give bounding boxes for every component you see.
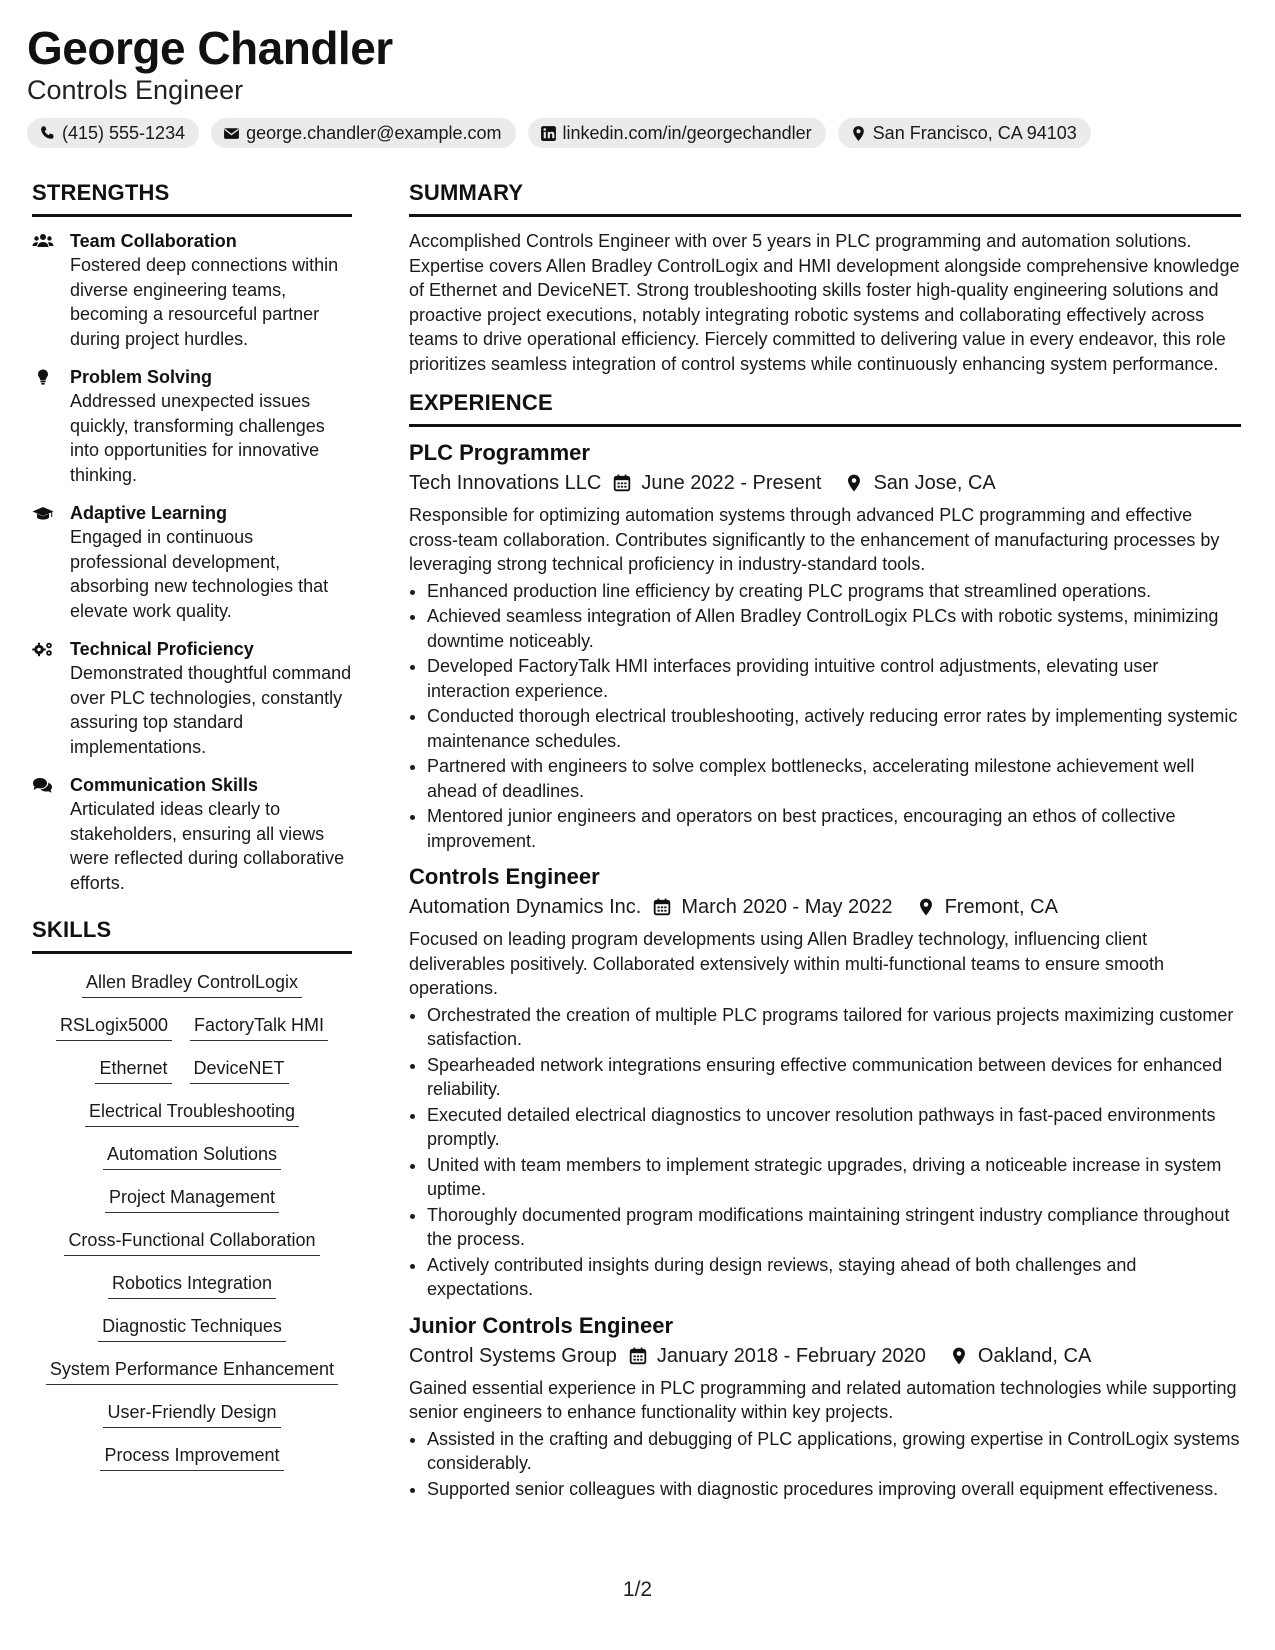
strengths-heading: STRENGTHS	[32, 180, 352, 217]
strength-item	[32, 501, 352, 623]
phone-text: (415) 555-1234	[62, 123, 186, 143]
map-pin-icon	[950, 1347, 968, 1365]
location-chip[interactable]	[838, 118, 1091, 148]
bullet-item: • Executed detailed electrical diagnostics to uncover resolution pathways in fast-paced environments promptly.	[427, 1103, 1241, 1152]
job-bullets	[409, 1003, 1241, 1302]
skill-tag: Diagnostic Techniques	[98, 1314, 286, 1342]
calendar-icon	[629, 1347, 647, 1365]
skill-row	[32, 1400, 352, 1428]
phone-chip[interactable]	[27, 118, 199, 148]
job-meta	[409, 1342, 1241, 1370]
gears-icon	[32, 640, 54, 658]
skill-row	[32, 1443, 352, 1471]
skill-tag: Allen Bradley ControlLogix	[82, 970, 302, 998]
strength-desc: Engaged in continuous professional development, absorbing new technologies that elevate work quality.	[70, 527, 329, 621]
bullet-item: • Orchestrated the creation of multiple PLC programs tailored for various projects maximizing customer satisfaction.	[427, 1003, 1241, 1052]
skill-tag: Project Management	[105, 1185, 279, 1213]
job-description: Responsible for optimizing automation systems through advanced PLC programming and effective cross-team collaboration. Contributes significantly to the enhancement of manufacturing processes by leveraging strong technical proficiency in industry-standard tools.	[409, 505, 1220, 574]
skill-tag: Process Improvement	[100, 1443, 283, 1471]
calendar-icon	[613, 474, 631, 492]
users-icon	[32, 232, 54, 250]
skill-tag: Cross-Functional Collaboration	[64, 1228, 319, 1256]
email-text: george.chandler@example.com	[246, 123, 502, 143]
bullet-item: • Conducted thorough electrical troubleshooting, actively reducing error rates by implementing systemic maintenance schedules.	[427, 704, 1241, 753]
job-description: Focused on leading program developments using Allen Bradley technology, influencing client deliverables positively. Collaborated extensively within multi-functional teams to ensure smooth operations.	[409, 929, 1165, 998]
skill-tag: Automation Solutions	[103, 1142, 281, 1170]
candidate-name: George Chandler	[27, 22, 393, 74]
bullet-item: • Thoroughly documented program modifications maintaining stringent industry compliance throughout the process.	[427, 1203, 1241, 1252]
job-title: PLC Programmer	[409, 440, 590, 465]
job-meta	[409, 469, 1241, 497]
job-title: Controls Engineer	[409, 864, 600, 889]
strength-item	[32, 365, 352, 487]
linkedin-icon	[540, 125, 557, 142]
comments-icon	[32, 776, 54, 794]
summary-text: Accomplished Controls Engineer with over 5 years in PLC programming and automation solutions. Expertise covers Allen Bradley ControlLogix and HMI development alongside comprehensive knowledge of Ethernet and DeviceNET. Strong troubleshooting skills foster high-quality engineering solutions and proactive project executions, notably integrating robotic systems and collaborating effectively across teams to drive operational efficiency. Fiercely committed to delivering value in every endeavor, this role prioritizes seamless integration of control systems while continuously enhancing system performance.	[409, 231, 1240, 374]
calendar-icon	[653, 898, 671, 916]
bullet-item: • Supported senior colleagues with diagnostic procedures improving overall equipment effectiveness.	[427, 1477, 1241, 1502]
contact-bar	[27, 118, 1248, 148]
strength-title: Adaptive Learning	[70, 503, 228, 523]
skill-tag: Ethernet	[95, 1056, 171, 1084]
linkedin-text: linkedin.com/in/georgechandler	[562, 123, 812, 143]
skills-list	[32, 966, 352, 1471]
strength-item	[32, 637, 352, 759]
envelope-icon	[223, 125, 240, 142]
job-meta	[409, 893, 1241, 921]
bullet-item: • United with team members to implement strategic upgrades, driving a noticeable increase in system uptime.	[427, 1153, 1241, 1202]
email-chip[interactable]	[211, 118, 515, 148]
skill-tag: FactoryTalk HMI	[190, 1013, 328, 1041]
location-text: San Francisco, CA 94103	[872, 123, 1077, 143]
graduation-cap-icon	[32, 504, 54, 522]
job-dates: January 2018 - February 2020	[656, 1344, 926, 1367]
job-description: Gained essential experience in PLC programming and related automation technologies while supporting senior engineers to enhance functionality within key projects.	[409, 1377, 1237, 1422]
strength-item	[32, 229, 352, 351]
skill-row	[32, 1314, 352, 1342]
skill-tag: DeviceNET	[190, 1056, 289, 1084]
bullet-item: • Mentored junior engineers and operators on best practices, encouraging an ethos of collective improvement.	[427, 804, 1241, 853]
bullet-item: • Enhanced production line efficiency by creating PLC programs that streamlined operations.	[427, 579, 1241, 604]
strength-title: Technical Proficiency	[70, 639, 254, 659]
job-entry	[409, 1312, 1241, 1502]
map-pin-icon	[917, 898, 935, 916]
skill-row	[32, 970, 352, 998]
bullet-item: • Partnered with engineers to solve complex bottlenecks, accelerating milestone achievement well ahead of deadlines.	[427, 754, 1241, 803]
strength-title: Team Collaboration	[70, 231, 237, 251]
bullet-item: • Spearheaded network integrations ensuring effective communication between devices for enhanced reliability.	[427, 1053, 1241, 1102]
resume-header	[27, 22, 1248, 148]
strength-desc: Addressed unexpected issues quickly, transforming challenges into opportunities for innovative thinking.	[70, 391, 325, 485]
map-pin-icon	[850, 125, 867, 142]
job-entry	[409, 439, 1241, 853]
job-dates: June 2022 - Present	[641, 472, 822, 494]
strength-title: Problem Solving	[70, 367, 213, 387]
skill-row	[32, 1271, 352, 1299]
strength-desc: Demonstrated thoughtful command over PLC technologies, constantly assuring top standard implementations.	[70, 663, 352, 757]
job-location: Fremont, CA	[944, 896, 1058, 918]
skill-row	[32, 1056, 352, 1084]
skill-row	[32, 1357, 352, 1385]
job-company: Automation Dynamics Inc.	[409, 896, 642, 918]
skill-row	[32, 1099, 352, 1127]
map-pin-icon	[845, 474, 863, 492]
strength-desc: Articulated ideas clearly to stakeholders, ensuring all views were reflected during collaborative efforts.	[70, 799, 345, 893]
skill-row	[32, 1185, 352, 1213]
job-entry	[409, 863, 1241, 1302]
left-column	[32, 180, 352, 1486]
skill-row	[32, 1142, 352, 1170]
job-bullets	[409, 579, 1241, 854]
skill-tag: RSLogix5000	[56, 1013, 172, 1041]
candidate-headline: Controls Engineer	[27, 75, 244, 105]
experience-heading: EXPERIENCE	[409, 390, 1241, 427]
job-location: Oakland, CA	[977, 1344, 1092, 1367]
linkedin-chip[interactable]	[528, 118, 826, 148]
skill-tag: Robotics Integration	[108, 1271, 276, 1299]
summary-heading: SUMMARY	[409, 180, 1241, 217]
page-number: 1/2	[622, 1578, 653, 1601]
skill-row	[32, 1013, 352, 1041]
strength-item	[32, 773, 352, 895]
job-company: Control Systems Group	[409, 1344, 617, 1367]
bullet-item: • Developed FactoryTalk HMI interfaces providing intuitive control adjustments, elevating user interaction experience.	[427, 654, 1241, 703]
strength-title: Communication Skills	[70, 775, 259, 795]
strength-desc: Fostered deep connections within diverse engineering teams, becoming a resourceful partner during project hurdles.	[70, 255, 339, 349]
skill-tag: User-Friendly Design	[103, 1400, 280, 1428]
skill-tag: Electrical Troubleshooting	[85, 1099, 299, 1127]
skills-heading: SKILLS	[32, 917, 352, 954]
bullet-item: • Actively contributed insights during design reviews, staying ahead of both challenges and expectations.	[427, 1253, 1241, 1302]
job-bullets	[409, 1427, 1241, 1502]
right-column	[409, 180, 1241, 1511]
skill-row	[32, 1228, 352, 1256]
bullet-item: • Assisted in the crafting and debugging of PLC applications, growing expertise in ControlLogix systems considerably.	[427, 1427, 1241, 1476]
job-dates: March 2020 - May 2022	[681, 896, 893, 918]
job-company: Tech Innovations LLC	[409, 472, 602, 494]
skill-tag: System Performance Enhancement	[46, 1357, 338, 1385]
lightbulb-icon	[32, 368, 54, 386]
job-location: San Jose, CA	[873, 472, 996, 494]
job-title: Junior Controls Engineer	[409, 1312, 674, 1338]
bullet-item: • Achieved seamless integration of Allen Bradley ControlLogix PLCs with robotic systems, minimizing downtime noticeably.	[427, 604, 1241, 653]
phone-icon	[39, 125, 56, 142]
